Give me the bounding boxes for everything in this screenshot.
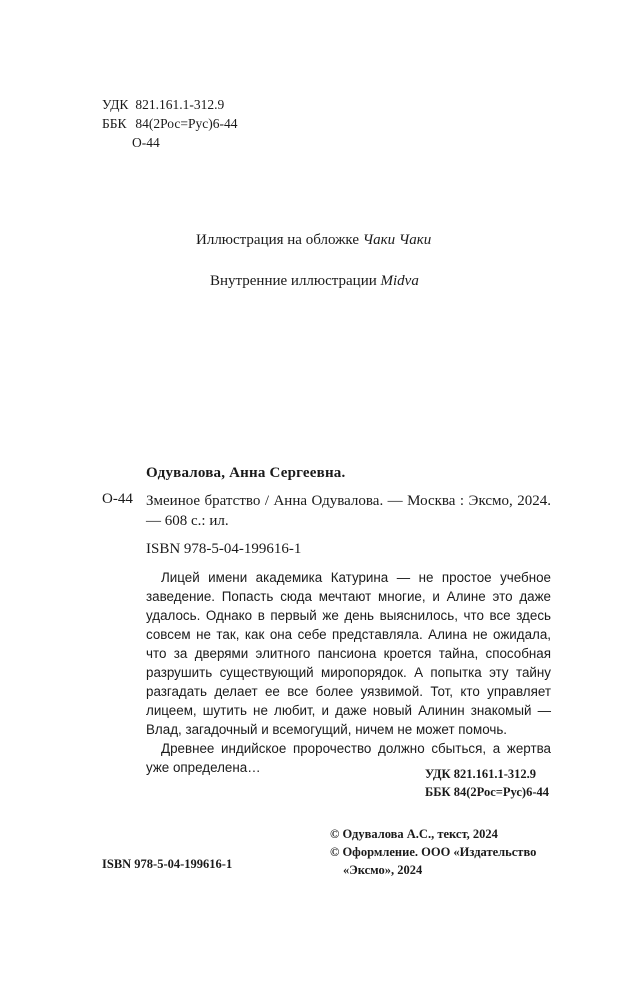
catalog-code: О-44 (102, 491, 133, 507)
catalog-description: Змеиное братство / Анна Одувалова. — Москва : Эксмо, 2024. — 608 с.: ил. (146, 493, 551, 529)
inner-credit-prefix: Внутренние иллюстрации (210, 273, 377, 289)
annotation-paragraph: Древнее индийское пророчество должно сбыться, а жертва уже определена… (146, 741, 551, 775)
bbk-label: ББК (102, 116, 127, 131)
cover-artist: Чаки Чаки (362, 232, 432, 248)
cover-illustration-credit (196, 232, 431, 249)
copyright-text: © Одувалова А.С., текст, 2024 (330, 827, 498, 841)
bottom-udk: УДК 821.161.1-312.9 (425, 767, 536, 781)
copyright-publisher: «Эксмо», 2024 (343, 863, 423, 877)
cover-credit-prefix: Иллюстрация на обложке (196, 232, 360, 248)
udk-value: 821.161.1-312.9 (135, 97, 225, 112)
bottom-classification-codes (425, 765, 549, 801)
bottom-bbk: ББК 84(2Рос=Рус)6-44 (425, 785, 549, 799)
catalog-author: Одувалова, Анна Сергеевна. (146, 465, 346, 481)
bbk-value: 84(2Рос=Рус)6-44 (135, 116, 238, 131)
isbn-bottom: ISBN 978-5-04-199616-1 (102, 857, 233, 871)
annotation (146, 568, 551, 777)
inner-artist: Midva (380, 273, 419, 289)
catalog-isbn: ISBN 978-5-04-199616-1 (146, 541, 302, 557)
copyright-design: © Оформление. ООО «Издательство (330, 845, 537, 859)
copyright-block (330, 825, 536, 879)
author-code: О-44 (132, 135, 160, 150)
annotation-paragraph: Лицей имени академика Катурина — не простое учебное заведение. Попасть сюда мечтают многие, и Алине это даже удалось. Однако в первый же день выяснилось, что все здесь совсем не так, как она себе представляла. Алина не ожидала, что за дверями элитного пансиона кроется тайна, способная разрушить существующий миропорядок. А попытка эту тайну разгадать делает ее все более уязвимой. Тот, кто управляет лицеем, шутить не любит, и даже новый Алинин знакомый — Влад, загадочный и всемогущий, ничем не может помочь. (146, 570, 551, 737)
classification-codes (102, 95, 237, 152)
udk-label: УДК (102, 97, 129, 112)
inner-illustration-credit (210, 273, 419, 290)
